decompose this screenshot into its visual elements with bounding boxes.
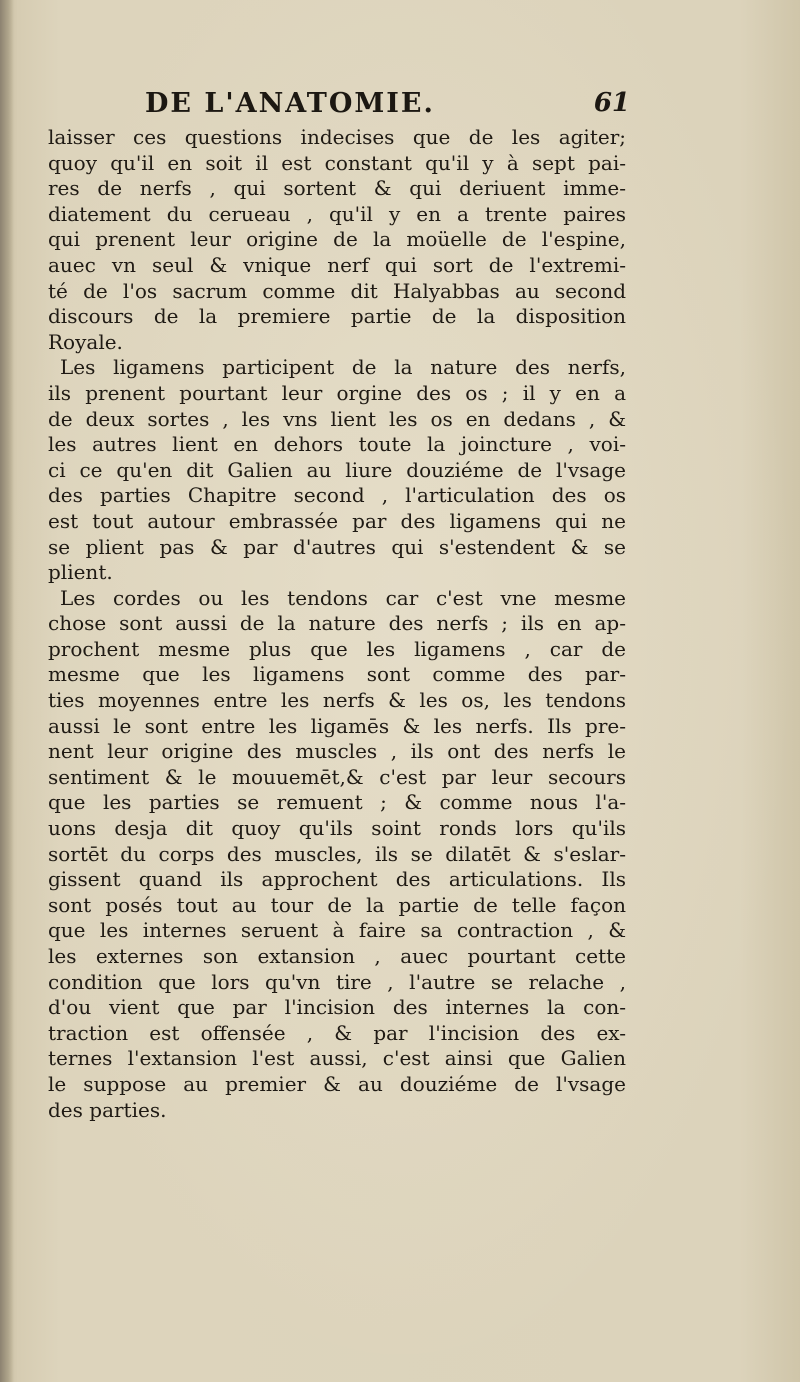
text-line: qui prenent leur origine de la moüelle de l'espine, [48,227,626,252]
paragraph [48,355,626,585]
text-line: les autres lient en dehors toute la joincture , voi- [48,432,626,457]
text-line: aussi le sont entre les ligamēs & les nerfs. Ils pre- [48,713,626,738]
text-line: laisser ces questions indecises que de les agiter; [48,125,626,149]
text-line: sentiment & le mouuemēt,& c'est par leur secours [48,764,626,789]
text-line: uons desja dit quoy qu'ils soint ronds lors qu'ils [48,816,626,841]
body-text [48,125,626,1123]
text-line: mesme que les ligamens sont comme des par- [48,662,626,687]
running-head-title: DE L'ANATOMIE. [145,88,435,119]
text-line: nent leur origine des muscles , ils ont des nerfs le [48,739,626,764]
text-line: sont posés tout au tour de la partie de telle façon [48,892,626,917]
text-line: se plient pas & par d'autres qui s'estendent & se [48,534,626,559]
text-line: que les parties se remuent ; & comme nous l'a- [48,790,626,815]
text-line: plient. [48,560,113,585]
text-line: d'ou vient que par l'incision des internes la con- [48,995,626,1020]
text-line: ties moyennes entre les nerfs & les os, les tendons [48,688,626,713]
text-line: sortēt du corps des muscles, ils se dilatēt & s'eslar- [48,841,626,866]
text-line: est tout autour embrassée par des ligamens qui ne [48,508,626,533]
text-line: Les cordes ou les tendons car c'est vne mesme [60,585,626,610]
text-line: chose sont aussi de la nature des nerfs ; ils en ap- [48,611,626,636]
text-line: des parties Chapitre second , l'articulation des os [48,483,626,508]
page-gutter-shadow [0,0,14,1382]
text-line: auec vn seul & vnique nerf qui sort de l'extremi- [48,252,626,277]
running-head [60,88,630,128]
text-line: traction est offensée , & par l'incision des ex- [48,1020,626,1045]
text-line: que les internes seruent à faire sa contraction , & [48,918,626,943]
page-number: 61 [593,88,630,118]
text-line: quoy qu'il en soit il est constant qu'il y à sept pai- [48,150,626,175]
text-line: Les ligamens participent de la nature des nerfs, [60,355,626,380]
text-line: ci ce qu'en dit Galien au liure douziéme de l'vsage [48,457,626,482]
text-line: res de nerfs , qui sortent & qui deriuent imme- [48,176,626,201]
text-line: condition que lors qu'vn tire , l'autre se relache , [48,969,626,994]
text-line: té de l'os sacrum comme dit Halyabbas au second [48,278,626,303]
text-line: le suppose au premier & au douziéme de l'vsage [48,1071,626,1096]
paragraph [48,125,626,355]
text-line: gissent quand ils approchent des articulations. Ils [48,867,626,892]
text-line: prochent mesme plus que les ligamens , car de [48,636,626,661]
text-line: les externes son extansion , auec pourtant cette [48,944,626,968]
text-line: ils prenent pourtant leur orgine des os ; il y en a [48,380,626,405]
text-line: Royale. [48,329,123,354]
text-line: des parties. [48,1097,167,1122]
paragraph [48,586,626,1123]
text-line: de deux sortes , les vns lient les os en dedans , & [48,406,626,431]
text-line: discours de la premiere partie de la disposition [48,304,626,329]
text-line: diatement du cerueau , qu'il y en a trente paires [48,201,626,226]
text-line: ternes l'extansion l'est aussi, c'est ainsi que Galien [48,1046,626,1071]
